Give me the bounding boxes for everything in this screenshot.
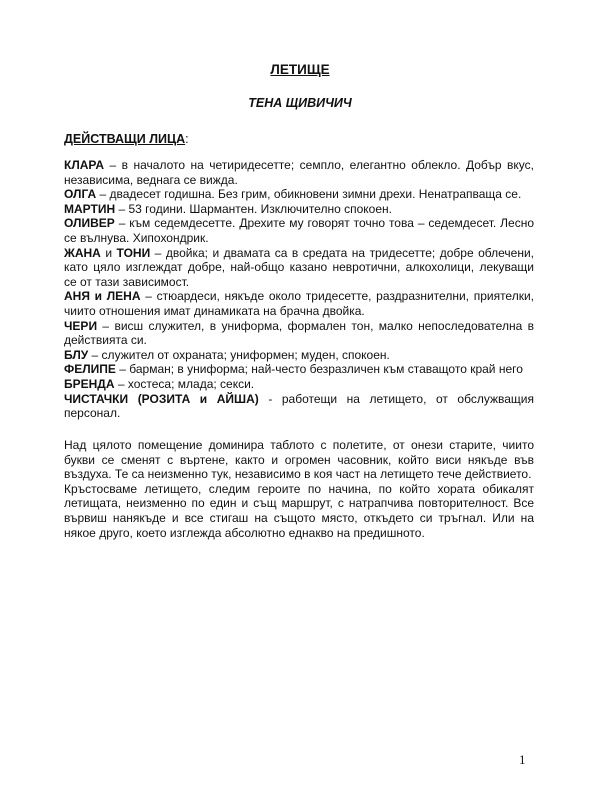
character-name: ОЛГА [64, 187, 97, 202]
character-entry [64, 187, 534, 202]
page-number: 1 [519, 752, 526, 767]
description-paragraph: Над цялото помещение доминира таблото с полетите, от онези старите, чиито букви се сменят с въртене, както и огромен часовник, който виси някъде във въздуха. Те са неизменно тук, независимо в коя част на летището тече действието. [64, 438, 534, 482]
character-description: – стюардеси, някъде около тридесетте, раздразнителни, приятелки, чиито отношения имат динамиката на брачна двойка. [64, 289, 534, 318]
play-title: ЛЕТИЩЕ [270, 62, 330, 77]
character-name: ЧИСТАЧКИ (РОЗИТА и АЙША) [64, 391, 259, 406]
character-entry [64, 362, 534, 377]
character-name: ЧЕРИ [64, 318, 98, 333]
character-description: – служител от охраната; униформен; муден, спокоен. [88, 347, 390, 362]
character-entry [64, 158, 534, 187]
character-entry [64, 246, 534, 290]
character-description: – двойка; и двамата са в средата на тридесетте; добре облечени, като цяло изглеждат добре, най-общо казано невротични, алкохолици, лекуващи се от тази зависимост. [64, 245, 534, 289]
character-description: – висш служител, в униформа, формален тон, малко непоследователна в действията си. [64, 318, 534, 348]
character-name-second: ТОНИ [116, 245, 151, 260]
character-entry [64, 202, 534, 217]
character-name: МАРТИН [64, 201, 116, 216]
character-name: АНЯ и ЛЕНА [64, 289, 141, 304]
character-description: – барман; в униформа; най-често безразличен към ставащото край него [115, 362, 523, 377]
character-entry [64, 216, 534, 245]
character-name: ОЛИВЕР [64, 216, 115, 231]
character-entry [64, 377, 534, 392]
character-name: КЛАРА [64, 158, 105, 172]
character-name: ЖАНА [64, 245, 101, 260]
character-conjunction: и [100, 245, 117, 260]
character-description: – към седемдесетте. Дрехите му говорят точно това – седемдесет. Лесно се вълнува. Хипохондрик. [64, 216, 534, 245]
character-list [64, 158, 534, 421]
characters-heading-colon: : [185, 132, 189, 146]
character-entry [64, 392, 534, 421]
character-name: БРЕНДА [64, 376, 115, 391]
description-paragraph: Кръстосваме летището, следим героите по начина, по който хората обикалят летищата, неизменно по един и същ маршрут, с натрапчива повторителност. Все вървиш нанякъде и все стигаш на същото място, откъдето си тръгнал. Или на някое друго, което изглежда абсолютно еднакво на предишното. [64, 481, 534, 540]
characters-heading [64, 132, 189, 146]
character-description: – хостеса; млада; секси. [114, 376, 255, 391]
character-name: ФЕЛИПЕ [64, 362, 116, 377]
stage-description [64, 438, 534, 540]
character-entry [64, 289, 534, 318]
characters-heading-text: ДЕЙСТВАЩИ ЛИЦА [64, 132, 186, 146]
author-name: ТЕНА ЩИВИЧИЧ [248, 96, 352, 110]
character-entry [64, 348, 534, 363]
character-entry [64, 319, 534, 348]
character-description: – двадесет годишна. Без грим, обикновени зимни дрехи. Ненатрапваща се. [96, 187, 522, 202]
character-description: – 53 години. Шармантен. Изключително спокоен. [115, 201, 392, 216]
character-description: – в началото на четиридесетте; семпло, елегантно облекло. Добър вкус, независима, веднага се вижда. [64, 158, 534, 187]
character-name: БЛУ [64, 347, 89, 362]
character-description: - работещи на летището, от обслужващия персонал. [64, 391, 534, 421]
